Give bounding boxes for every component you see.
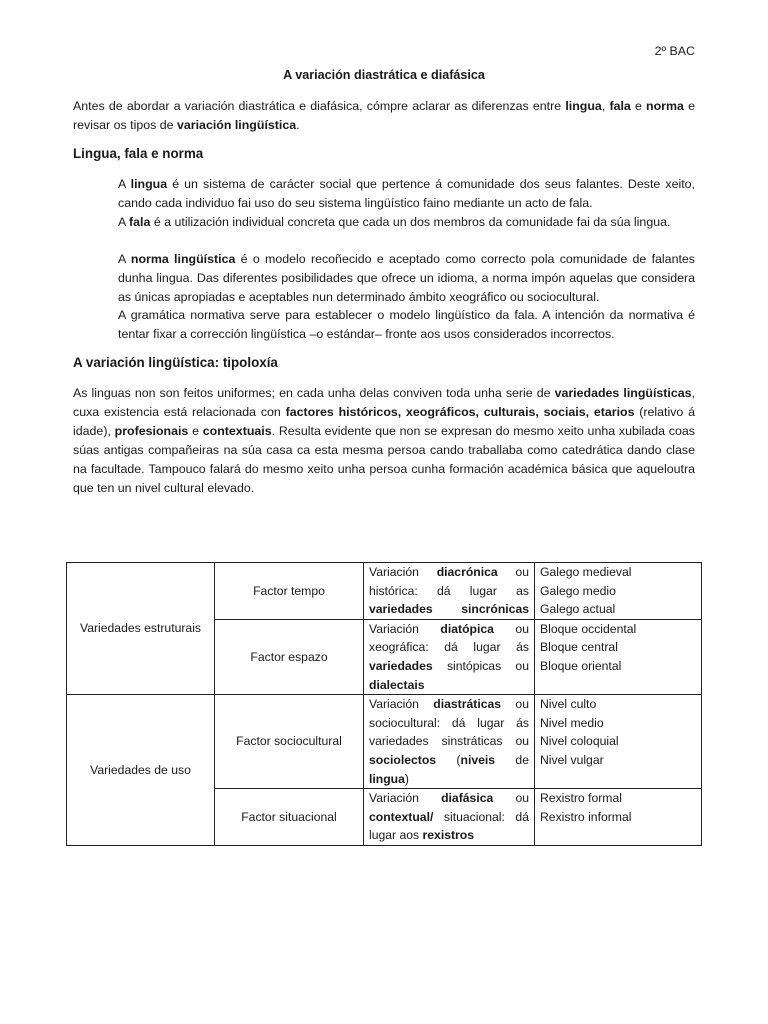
desc-text: ou xeográfica: dá lugar ás [369,621,529,655]
intro-text: . [296,118,300,132]
desc-term: variedades sincrónicas [369,602,529,617]
para-text: As linguas non son feitos uniformes; en cada unha delas conviven toda unha serie de [73,386,555,400]
desc-text: de [495,752,529,767]
section-heading-lingua-fala-norma: Lingua, fala e norma [73,146,204,161]
examples-situacional [535,789,702,846]
desc-term: contextual/ [369,809,434,824]
list-item: Nivel vulgar [540,752,604,767]
desc-situacional [364,789,535,846]
para-text: , cuxa existencia está relacionada con [73,386,695,419]
desc-term: rexistros [422,828,475,843]
term-lingua: lingua [565,99,602,113]
intro-text: Antes de abordar a variación diastrática e diafásica, cómpre aclarar as diferenzas entre [73,99,566,113]
desc-text: Variación [369,697,434,712]
desc-text: sintópicas ou [432,658,529,673]
def-text: é un sistema de carácter social que pertence á comunidade dos seus falantes. Deste xeito, cando cada individuo fai uso do seu sistema lingüístico faino mediante un acto de fala. [118,177,695,210]
course-label: 2º BAC [654,44,695,58]
list-item: Bloque occidental [540,621,637,636]
list-item: Galego medio [540,583,616,598]
def-term: lingua [130,177,168,191]
definition-lingua [118,175,695,213]
desc-term: variedades [369,658,433,673]
desc-sociocultural [364,695,535,789]
list-item: Rexistro informal [540,809,632,824]
def-text: A [118,215,130,229]
def-term: norma lingüística [130,252,236,266]
group-uso: Variedades de uso [67,695,215,846]
para-text: e [188,424,203,438]
term-norma: norma [646,99,684,113]
table-row [67,563,702,620]
factor-espazo: Factor espazo [215,619,364,694]
term-profesionais: profesionais [114,424,189,438]
term-factores: factores históricos, xeográficos, culturais, sociais, etarios [285,405,635,419]
intro-text: e [630,99,647,113]
list-item: Nivel coloquial [540,734,619,749]
definition-norma [118,250,695,307]
def-text: é o modelo recoñecido e aceptado como correcto pola comunidade de falantes dunha lingua. Das diferentes posibilidades que ofrece un idioma, a norma impón aquelas que considera as únicas apropiadas e aceptables nun determinado ámbito xeográfico ou sociocultural. [118,252,695,304]
factor-tempo: Factor tempo [215,563,364,620]
def-text: é a utilización individual concreta que cada un dos membros da comunidade fai da súa lingua. [150,215,671,229]
desc-text: situacional: dá lugar aos [369,809,529,843]
examples-sociocultural [535,695,702,789]
list-item: Bloque oriental [540,658,622,673]
desc-term: dialectais [369,677,425,692]
desc-text: Variación [369,565,437,579]
list-item: Nivel culto [540,697,597,712]
list-item: Galego actual [540,602,616,617]
desc-term: niveis [460,752,496,767]
desc-term: lingua [369,771,405,786]
desc-term: diacrónica [436,565,498,579]
desc-term: diatópica [440,621,494,636]
factor-situacional: Factor situacional [215,789,364,846]
term-fala: fala [609,99,631,113]
term-contextuais: contextuais [202,424,272,438]
def-text: A [118,252,131,266]
desc-espazo [364,619,535,694]
desc-text: ou histórica: dá lugar as [369,565,529,598]
intro-paragraph [73,97,695,135]
desc-text: Variación [369,791,442,806]
term-variacion: variación lingüística [177,118,297,132]
section-heading-tipoloxia: A variación lingüística: tipoloxía [73,355,278,370]
def-text: A [118,177,131,191]
definition-gramatica: A gramática normativa serve para establecer o modelo lingüístico da fala. A intención da normativa é tentar fixar a corrección lingüística –o estándar– fronte aos usos considerados incorrectos. [118,308,695,341]
list-item: Rexistro formal [540,791,622,806]
desc-term: diafásica [441,791,494,806]
examples-espazo [535,619,702,694]
group-estruturais: Variedades estruturais [67,563,215,695]
para-text: . Resulta evidente que non se expresan do mesmo xeito unha xubilada coas súas antigas compañeiras na súa casa ca esta mesma persoa cando traballaba como catedrática dando clase na facultade. Tampouco falará do mesmo xeito unha persoa cunha formación académica básica que aqueloutra que ten un nivel cultural elevado. [73,424,695,495]
term-variedades: variedades lingüísticas [554,386,692,400]
list-item: Bloque central [540,640,618,655]
desc-tempo [364,563,535,620]
definition-fala [118,213,695,232]
desc-text: Variación [369,621,441,636]
desc-term: diastráticas [433,697,502,712]
desc-text: ) [404,771,409,786]
desc-term: sociolectos [369,752,437,767]
para-text: (relativo á idade), [73,405,695,438]
table-row [67,695,702,789]
variation-table [66,562,702,846]
desc-text: ( [436,752,461,767]
desc-text: ou sociocultural: dá lugar ás variedades sinstráticas ou [369,697,529,749]
factor-sociocultural: Factor sociocultural [215,695,364,789]
def-term: fala [129,215,151,229]
desc-text: ou [493,791,529,806]
intro-text: , [601,99,610,113]
examples-tempo [535,563,702,620]
list-item: Galego medieval [540,565,632,579]
list-item: Nivel medio [540,715,604,730]
tipoloxia-paragraph [73,384,695,498]
document-title: A variación diastrática e diafásica [283,68,485,82]
intro-text: e revisar os tipos de [73,99,695,132]
